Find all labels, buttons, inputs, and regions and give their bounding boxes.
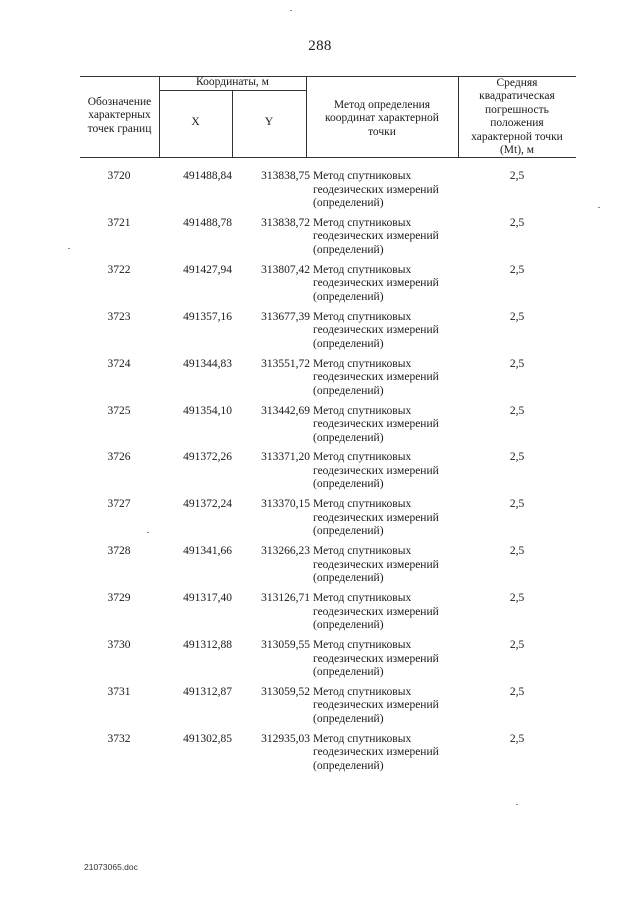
coord-x: 491488,78 <box>183 216 232 229</box>
method-cell <box>313 170 463 211</box>
point-id: 3723 <box>107 310 131 323</box>
method-cell <box>313 545 463 586</box>
method-cell <box>313 405 463 446</box>
table-row <box>80 733 576 780</box>
point-id: 3729 <box>107 592 131 605</box>
table-row <box>80 358 576 405</box>
method-line: геодезических измерений <box>313 277 439 290</box>
point-id: 3721 <box>107 216 131 229</box>
method-line: (определений) <box>313 619 384 632</box>
coord-y: 313266,23 <box>261 545 310 558</box>
table-row <box>80 264 576 311</box>
method-line: (определений) <box>313 666 384 678</box>
point-id: 3726 <box>107 451 131 464</box>
coord-x: 491341,66 <box>183 545 232 558</box>
scan-speck <box>68 248 70 249</box>
method-line: Метод спутниковых <box>313 592 412 605</box>
method-line: геодезических измерений <box>313 558 439 571</box>
table-row <box>80 545 576 592</box>
point-id: 3731 <box>107 685 131 698</box>
method-line: (определений) <box>313 525 384 538</box>
method-line: Метод спутниковых <box>313 545 412 558</box>
table-row <box>80 217 576 264</box>
method-line: (определений) <box>313 572 384 585</box>
method-line: (определений) <box>313 431 384 444</box>
coord-x: 491488,84 <box>183 170 232 182</box>
mean-error: 2,5 <box>509 357 525 370</box>
method-line: (определений) <box>313 384 384 397</box>
method-line: Метод спутниковых <box>313 732 412 745</box>
table-row <box>80 686 576 733</box>
method-line: Метод спутниковых <box>313 216 412 229</box>
coord-y: 313370,15 <box>261 498 310 511</box>
method-line: Метод спутниковых <box>313 310 412 323</box>
mean-error: 2,5 <box>509 263 525 276</box>
method-cell <box>313 733 463 774</box>
header-method: Метод определения координат характерной точки <box>325 98 439 138</box>
coord-y: 313059,55 <box>261 639 310 651</box>
scan-speck <box>147 532 149 533</box>
method-line: геодезических измерений <box>313 511 439 524</box>
coord-x: 491372,26 <box>183 451 232 464</box>
table-header <box>80 76 576 158</box>
method-line: (определений) <box>313 290 384 303</box>
mean-error: 2,5 <box>509 545 525 558</box>
header-mean-error: Средняя квадратическая погрешность положения характерной точки (Mt), м <box>471 76 563 156</box>
table-row <box>80 498 576 545</box>
method-line: геодезических измерений <box>313 371 439 384</box>
method-cell <box>313 686 463 727</box>
method-line: (определений) <box>313 197 384 209</box>
mean-error: 2,5 <box>509 639 525 651</box>
header-x: X <box>191 116 200 129</box>
mean-error: 2,5 <box>509 216 525 229</box>
mean-error: 2,5 <box>509 685 525 698</box>
method-line: Метод спутниковых <box>313 639 412 651</box>
method-line: Метод спутниковых <box>313 263 412 276</box>
scan-speck <box>290 10 292 11</box>
method-line: геодезических измерений <box>313 746 439 759</box>
method-line: (определений) <box>313 478 384 491</box>
method-cell <box>313 639 463 680</box>
mean-error: 2,5 <box>509 404 525 417</box>
method-line: Метод спутниковых <box>313 498 412 511</box>
method-cell <box>313 498 463 539</box>
point-id: 3728 <box>107 545 131 558</box>
coord-x: 491312,88 <box>183 639 232 651</box>
mean-error: 2,5 <box>509 170 525 182</box>
method-line: геодезических измерений <box>313 230 439 243</box>
coord-y: 313838,75 <box>261 170 310 182</box>
coord-x: 491312,87 <box>183 685 232 698</box>
header-y: Y <box>264 116 274 129</box>
coord-y: 313126,71 <box>261 592 310 605</box>
coord-y: 313059,52 <box>261 685 310 698</box>
coord-y: 313838,72 <box>261 216 310 229</box>
method-line: (определений) <box>313 712 384 725</box>
coord-x: 491354,10 <box>183 404 232 417</box>
method-line: геодезических измерений <box>313 324 439 337</box>
document-filename: 21073065.doc <box>84 862 138 872</box>
method-line: геодезических измерений <box>313 183 439 196</box>
mean-error: 2,5 <box>509 732 525 745</box>
method-line: Метод спутниковых <box>313 404 412 417</box>
method-cell <box>313 264 463 305</box>
coord-x: 491317,40 <box>183 592 232 605</box>
coord-x: 491344,83 <box>183 357 232 370</box>
method-line: геодезических измерений <box>313 605 439 618</box>
method-line: геодезических измерений <box>313 464 439 477</box>
method-line: Метод спутниковых <box>313 451 412 464</box>
point-id: 3720 <box>107 170 131 182</box>
method-line: Метод спутниковых <box>313 357 412 370</box>
method-line: (определений) <box>313 759 384 772</box>
coord-y: 313677,39 <box>261 310 310 323</box>
table-row <box>80 405 576 452</box>
method-line: геодезических измерений <box>313 699 439 712</box>
coord-y: 313551,72 <box>261 357 310 370</box>
method-line: (определений) <box>313 337 384 350</box>
method-line: Метод спутниковых <box>313 170 412 182</box>
point-id: 3727 <box>107 498 131 511</box>
point-id: 3725 <box>107 404 131 417</box>
coord-y: 313807,42 <box>261 263 310 276</box>
table-row <box>80 451 576 498</box>
table-row <box>80 311 576 358</box>
coord-x: 491427,94 <box>183 263 232 276</box>
method-cell <box>313 311 463 352</box>
mean-error: 2,5 <box>509 310 525 323</box>
method-line: (определений) <box>313 243 384 256</box>
scan-speck <box>516 804 518 805</box>
method-line: геодезических измерений <box>313 652 439 665</box>
coord-y: 312935,03 <box>261 732 310 745</box>
method-cell <box>313 592 463 633</box>
point-id: 3722 <box>107 263 131 276</box>
method-line: Метод спутниковых <box>313 685 412 698</box>
coord-y: 313371,20 <box>261 451 310 464</box>
point-id: 3730 <box>107 639 131 651</box>
method-line: геодезических измерений <box>313 418 439 430</box>
point-id: 3732 <box>107 732 131 745</box>
table-row <box>80 639 576 686</box>
coord-x: 491357,16 <box>183 310 232 323</box>
method-cell <box>313 451 463 492</box>
header-point-designation: Обозначение характерных точек границ <box>87 95 152 135</box>
table-row <box>80 170 576 217</box>
coord-x: 491302,85 <box>183 732 232 745</box>
page-number: 288 <box>308 38 332 54</box>
method-cell <box>313 358 463 399</box>
coord-y: 313442,69 <box>261 404 310 417</box>
mean-error: 2,5 <box>509 451 525 464</box>
coord-x: 491372,24 <box>183 498 232 511</box>
table-row <box>80 592 576 639</box>
header-coordinates-group: Координаты, м <box>196 76 269 89</box>
mean-error: 2,5 <box>509 498 525 511</box>
point-id: 3724 <box>107 357 131 370</box>
scan-speck <box>598 207 600 208</box>
mean-error: 2,5 <box>509 592 525 605</box>
method-cell <box>313 217 463 258</box>
